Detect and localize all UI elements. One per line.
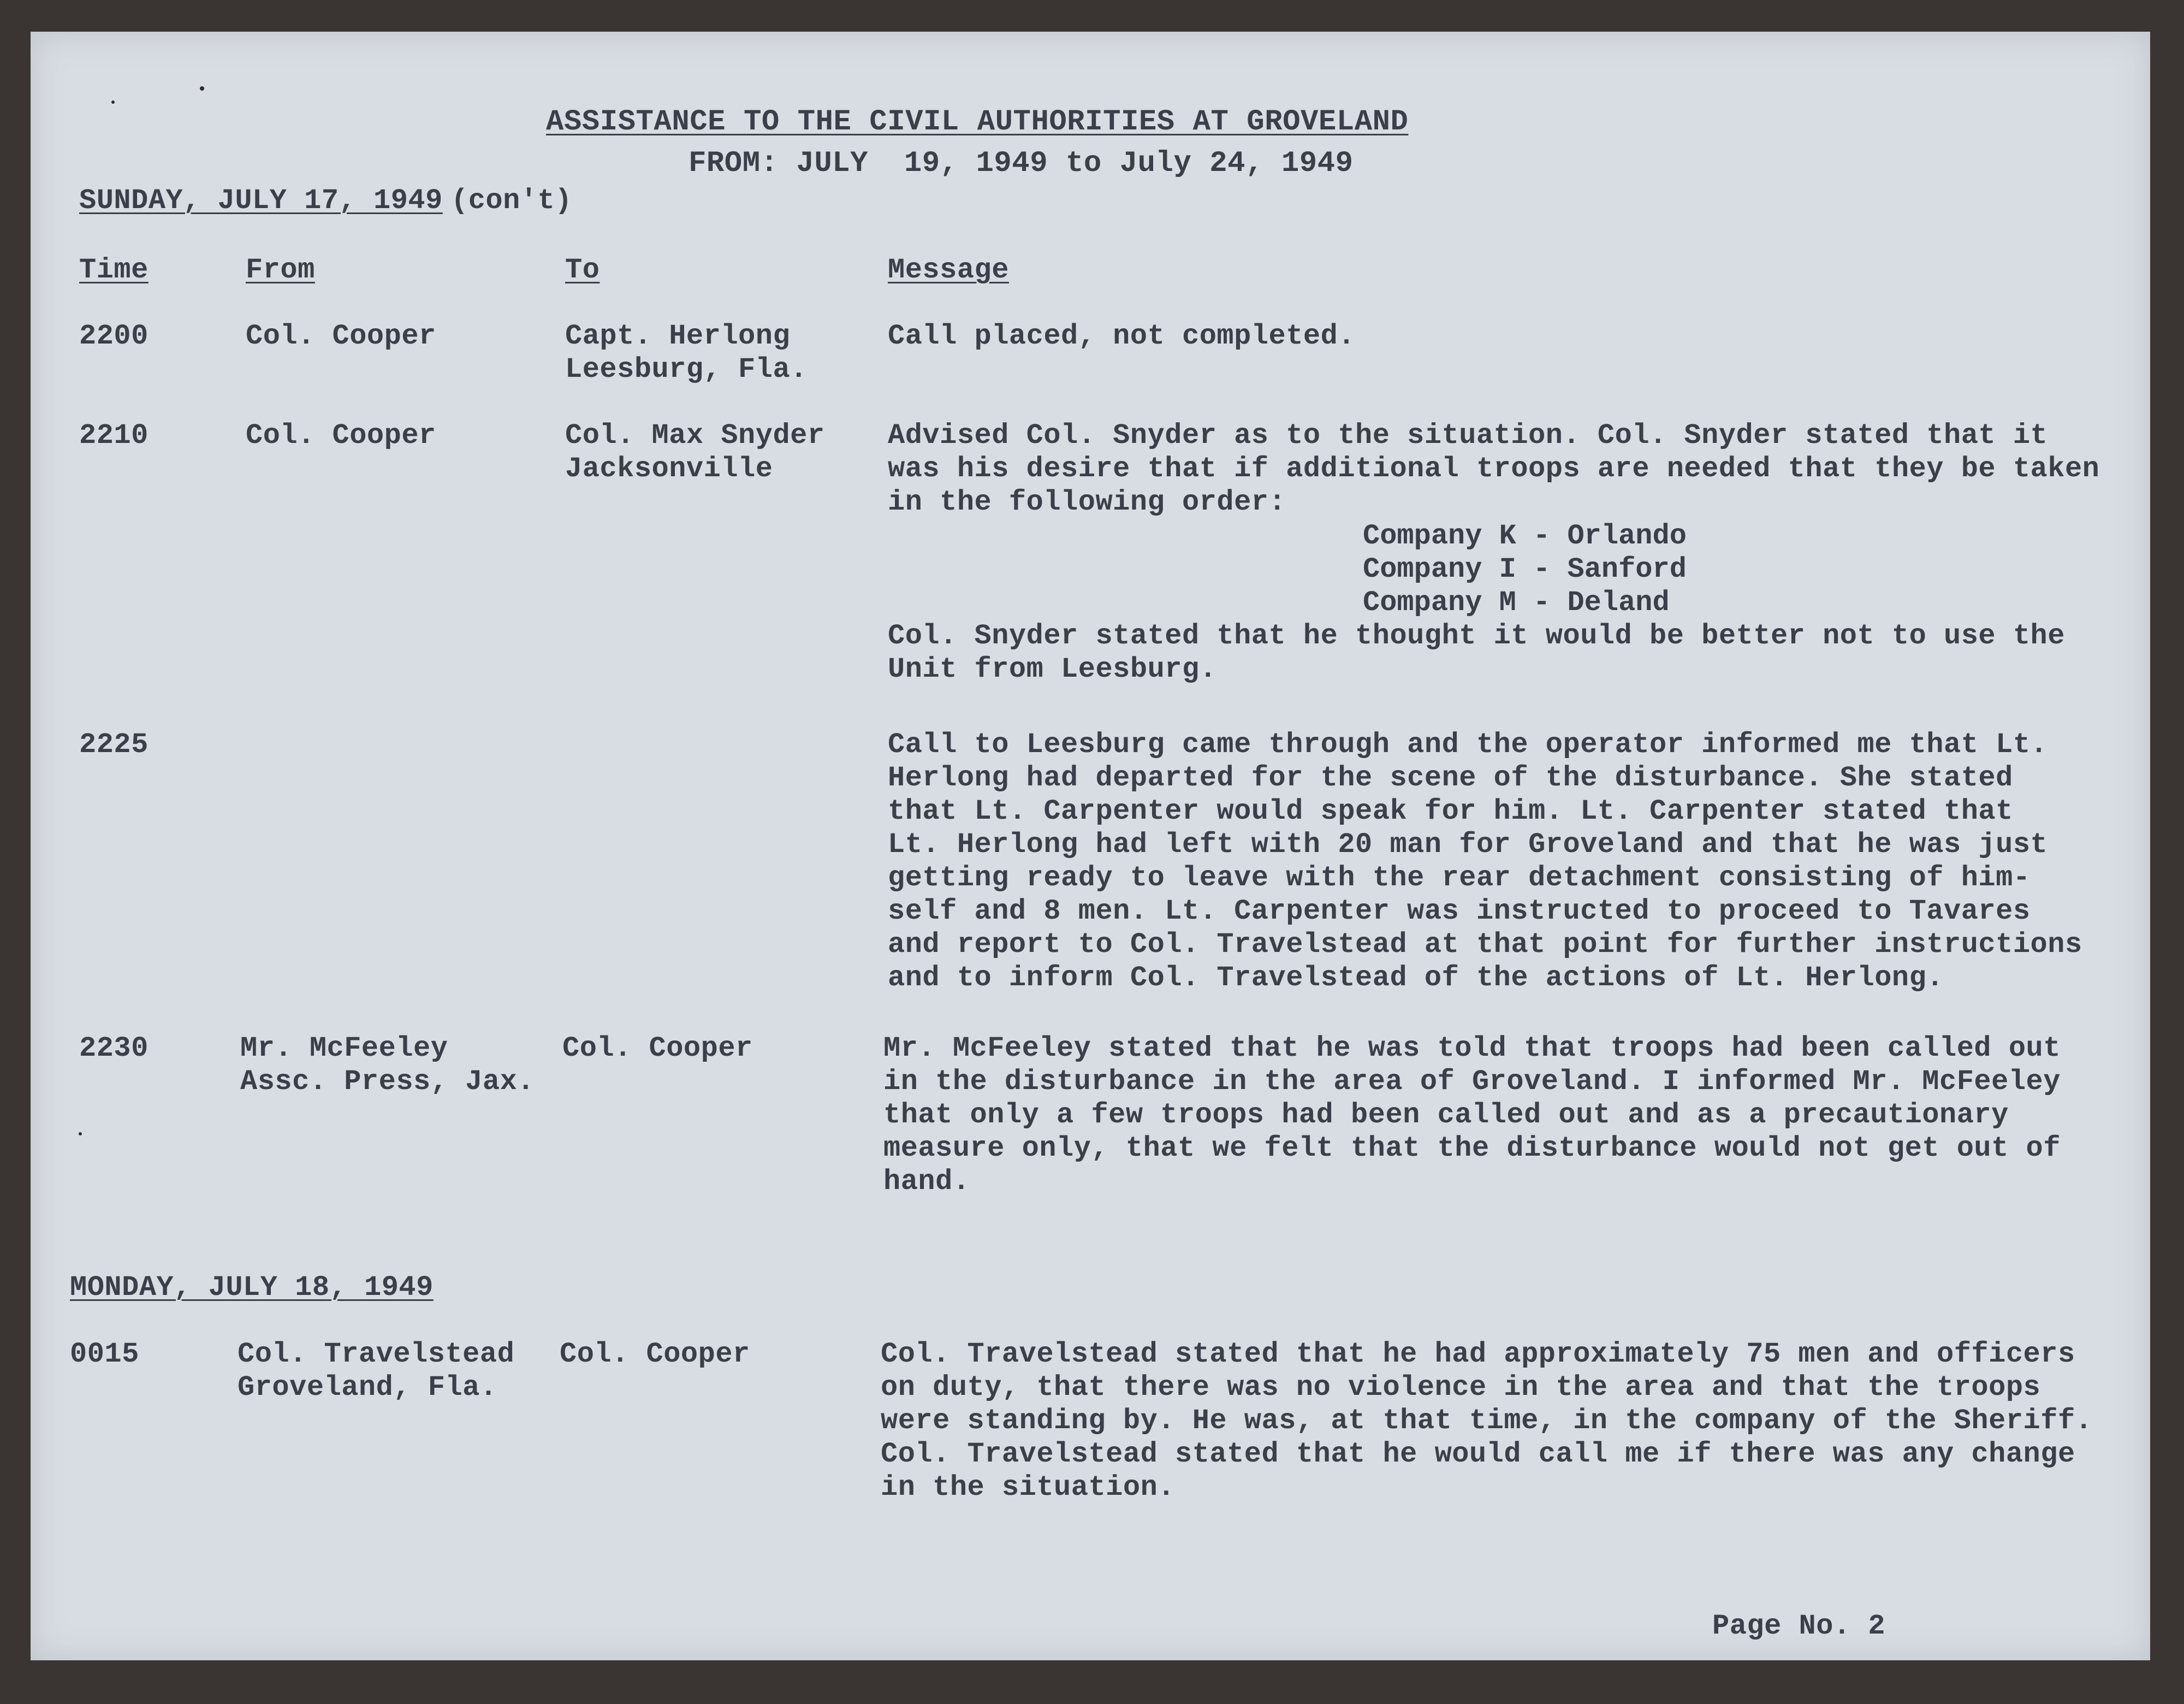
entry-message: Mr. McFeeley stated that he was told that troops had been called out in the disturbance in the area of Groveland. I informed Mr. McFeeley that only a few troops had been called out and as a precautionary measure only, that we felt that the disturbance would not get out of hand.	[883, 1032, 2061, 1198]
dust-speck	[111, 100, 115, 104]
entry-time: 2225	[79, 729, 149, 761]
entry-time: 2210	[79, 419, 149, 452]
entry-time: 2200	[79, 320, 149, 352]
section-heading-sunday: SUNDAY, JULY 17, 1949	[79, 185, 443, 217]
entry-from: Mr. McFeeley Assc. Press, Jax.	[240, 1032, 535, 1098]
dust-speck	[79, 1132, 82, 1135]
entry-from: Col. Cooper	[246, 419, 436, 452]
document-title: ASSISTANCE TO THE CIVIL AUTHORITIES AT GROVELAND	[546, 105, 1409, 139]
entry-message: Call to Leesburg came through and the operator informed me that Lt. Herlong had departed for the scene of the disturbance. She stated that Lt. Carpenter would speak for him. Lt. Carpenter stated that Lt. Herlong had left with 20 man for Groveland and that he was just getting ready to leave with the rear detachment consisting of him- self and 8 men. Lt. Carpenter was instructed to proceed to Tavares and report to Col. Travelstead at that point for further instructions and to inform Col. Travelstead of the actions of Lt. Herlong.	[888, 729, 2082, 994]
section-heading-suffix: (con't)	[451, 185, 572, 217]
document-page	[31, 32, 2150, 1660]
entry-to: Col. Max Snyder Jacksonville	[565, 419, 825, 485]
entry-time: 0015	[70, 1338, 139, 1370]
entry-message: Call placed, not completed.	[888, 320, 1356, 352]
page-number: Page No. 2	[1712, 1610, 1886, 1642]
company-order-list	[1363, 519, 1687, 619]
entry-to: Capt. Herlong Leesburg, Fla.	[565, 320, 808, 386]
column-header-message: Message	[888, 254, 1009, 286]
entry-message-continued: Col. Snyder stated that he thought it would be better not to use the Unit from Leesburg.	[888, 620, 2065, 685]
list-item: Company K - Orlando	[1363, 520, 1687, 552]
entry-to: Col. Cooper	[562, 1032, 753, 1064]
entry-from: Col. Travelstead Groveland, Fla.	[238, 1338, 515, 1404]
dust-speck	[200, 86, 204, 91]
column-header-to: To	[565, 254, 600, 286]
document-subtitle: FROM: JULY 19, 1949 to July 24, 1949	[689, 147, 1354, 180]
column-header-time: Time	[79, 254, 149, 286]
section-heading-monday: MONDAY, JULY 18, 1949	[70, 1271, 434, 1304]
column-header-from: From	[246, 254, 315, 286]
entry-message: Advised Col. Snyder as to the situation. Col. Snyder stated that it was his desire that if additional troops are needed that they be taken in the following order:	[888, 419, 2100, 518]
entry-message: Col. Travelstead stated that he had approximately 75 men and officers on duty, that there was no violence in the area and that the troops were standing by. He was, at that time, in the company of the Sheriff. Col. Travelstead stated that he would call me if there was any change in the situation.	[881, 1338, 2093, 1504]
entry-from: Col. Cooper	[246, 320, 436, 352]
list-item: Company I - Sanford	[1363, 553, 1687, 585]
entry-time: 2230	[79, 1032, 149, 1064]
entry-to: Col. Cooper	[560, 1338, 750, 1370]
list-item: Company M - Deland	[1363, 587, 1670, 619]
